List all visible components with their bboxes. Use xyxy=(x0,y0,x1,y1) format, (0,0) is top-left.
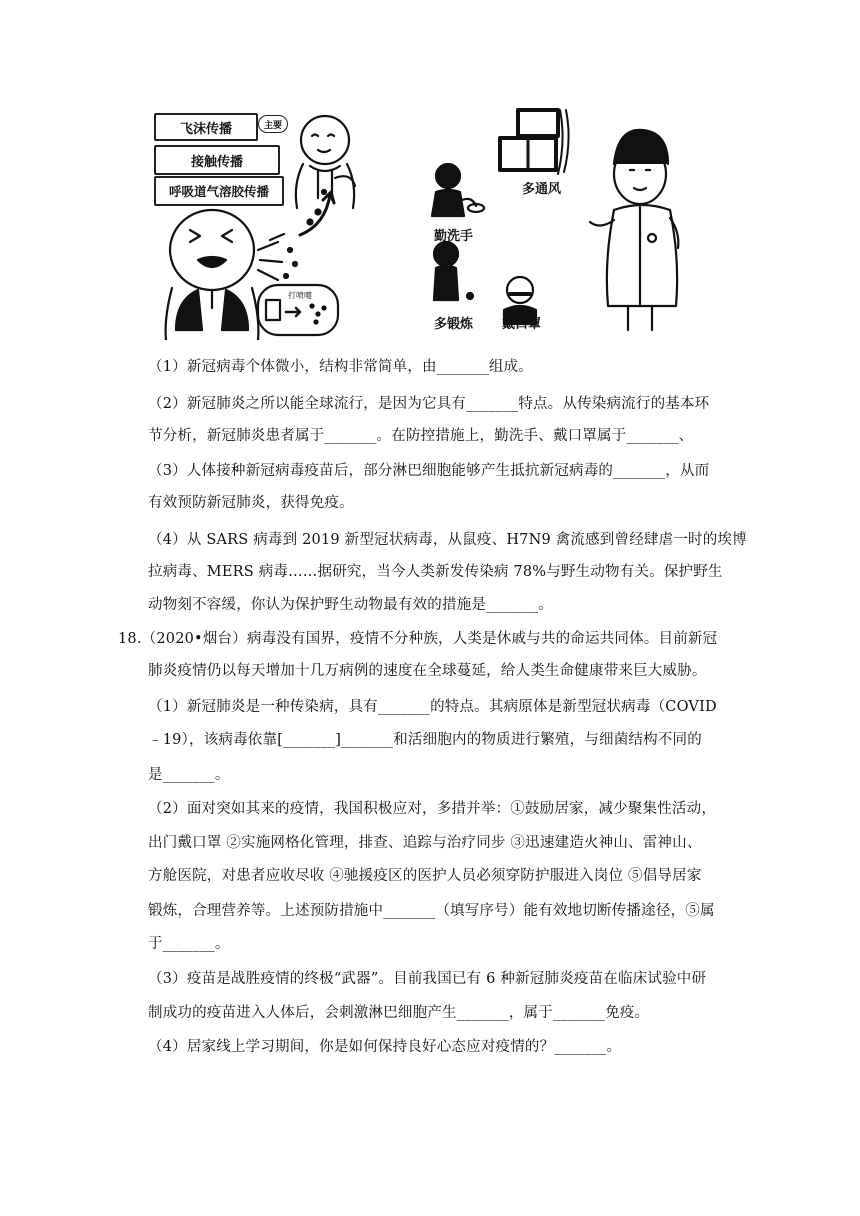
q18-intro-line1: 18.（2020•烟台）病毒没有国界，疫情不分种族，人类是休戚与共的命运共同体。目前新冠 xyxy=(118,631,718,647)
q17-sub4-line2: 拉病毒、MERS 病毒……据研究，当今人类新发传染病 78%与野生动物有关。保护野生 xyxy=(148,564,723,580)
q17-sub2-line1: （2）新冠肺炎之所以能全球流行，是因为它具有_______特点。从传染病流行的基本环 xyxy=(148,396,710,412)
tag-contact-label: 接触传播 xyxy=(190,154,243,170)
q18-sub2-line3: 方舱医院，对患者应收尽收 ④驰援疫区的医护人员必须穿防护服进入岗位 ⑤倡导居家 xyxy=(148,868,702,884)
q18-sub1-line1: （1）新冠肺炎是一种传染病，具有_______的特点。其病原体是新型冠状病毒（COVID xyxy=(148,699,717,715)
spray-note: 打喷嚏 xyxy=(288,291,312,300)
caption-wear-mask: 戴口罩 xyxy=(502,317,542,332)
q18-sub3-line2: 制成功的疫苗进入人体后，会刺激淋巴细胞产生_______，属于_______免疫。 xyxy=(148,1005,650,1021)
q17-sub4-line1: （4）从 SARS 病毒到 2019 新型冠状病毒，从鼠疫、H7N9 禽流感到曾经肆虐一时的埃博 xyxy=(148,532,747,548)
prevention-drawing xyxy=(140,100,700,340)
q18-sub1-line3: 是_______。 xyxy=(148,767,230,783)
q17-sub1: （1）新冠病毒个体微小，结构非常简单，由_______组成。 xyxy=(148,359,533,375)
q18-sub4: （4）居家线上学习期间，你是如何保持良好心态应对疫情的？_______。 xyxy=(148,1039,622,1055)
tag-droplet-label: 飞沫传播 xyxy=(179,121,232,137)
q18-sub1-line2: ﹣19），该病毒依靠[_______]_______和活细胞内的物质进行繁殖，与细菌结构不同的 xyxy=(148,732,702,748)
tag-aerosol-label: 呼吸道气溶胶传播 xyxy=(168,184,269,199)
illustration xyxy=(140,100,700,340)
q18-sub3-line1: （3）疫苗是战胜疫情的终极“武器”。目前我国已有 6 种新冠肺炎疫苗在临床试验中研 xyxy=(148,971,707,987)
q18-sub2-line1: （2）面对突如其来的疫情，我国积极应对，多措并举：①鼓励居家，减少聚集性活动， xyxy=(148,801,717,817)
q17-sub3-line1: （3）人体接种新冠病毒疫苗后，部分淋巴细胞能够产生抵抗新冠病毒的_______，从而 xyxy=(148,463,710,479)
caption-exercise: 多锻炼 xyxy=(434,317,474,332)
q18-intro-line2: 肺炎疫情仍以每天增加十几万病例的速度在全球蔓延，给人类生命健康带来巨大威胁。 xyxy=(148,663,707,679)
q17-sub3-line2: 有效预防新冠肺炎，获得免疫。 xyxy=(148,495,354,511)
caption-ventilate: 多通风 xyxy=(522,182,562,197)
q17-sub4-line3: 动物刻不容缓，你认为保护野生动物最有效的措施是_______。 xyxy=(148,597,553,613)
q18-sub2-line4: 锻炼，合理营养等。上述预防措施中_______（填写序号）能有效地切断传播途径，⑤属 xyxy=(148,903,715,919)
caption-wash-hands: 勤洗手 xyxy=(434,229,474,244)
q18-sub2-line2: 出门戴口罩 ②实施网格化管理，排查、追踪与治疗同步 ③迅速建造火神山、雷神山、 xyxy=(148,835,702,851)
q18-sub2-line5: 于_______。 xyxy=(148,936,230,952)
tag-main-label: 主要 xyxy=(263,120,282,131)
q17-sub2-line2: 节分析，新冠肺炎患者属于_______。在防控措施上，勤洗手、戴口罩属于_______、 xyxy=(148,428,694,444)
